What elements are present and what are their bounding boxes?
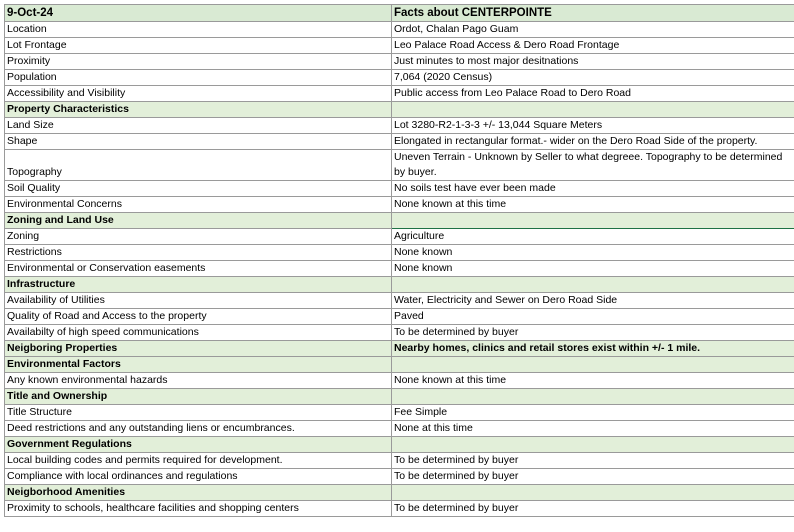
table-row bbox=[5, 421, 794, 437]
section-row bbox=[5, 389, 794, 405]
label-cell[interactable]: Environmental Concerns bbox=[5, 197, 392, 213]
table-row bbox=[5, 22, 794, 38]
value-cell[interactable]: To be determined by buyer bbox=[392, 469, 794, 485]
section-label-cell[interactable]: Government Regulations bbox=[5, 437, 392, 453]
label-cell[interactable]: Deed restrictions and any outstanding liens or encumbrances. bbox=[5, 421, 392, 437]
table-row bbox=[5, 325, 794, 341]
value-cell[interactable]: Agriculture bbox=[392, 229, 794, 245]
value-cell[interactable]: Lot 3280-R2-1-3-3 +/- 13,044 Square Meters bbox=[392, 118, 794, 134]
value-cell[interactable]: None at this time bbox=[392, 421, 794, 437]
value-cell[interactable]: None known at this time bbox=[392, 373, 794, 389]
value-cell[interactable] bbox=[392, 277, 794, 293]
label-cell[interactable]: Availability of Utilities bbox=[5, 293, 392, 309]
value-cell[interactable]: To be determined by buyer bbox=[392, 453, 794, 469]
value-cell[interactable] bbox=[392, 437, 794, 453]
value-cell[interactable]: Paved bbox=[392, 309, 794, 325]
value-cell[interactable]: Elongated in rectangular format.- wider on the Dero Road Side of the property. bbox=[392, 134, 794, 150]
label-cell[interactable]: Availabilty of high speed communications bbox=[5, 325, 392, 341]
label-cell[interactable]: Local building codes and permits required for development. bbox=[5, 453, 392, 469]
label-cell[interactable]: Quality of Road and Access to the property bbox=[5, 309, 392, 325]
value-cell[interactable]: Public access from Leo Palace Road to Dero Road bbox=[392, 86, 794, 102]
table-row bbox=[5, 54, 794, 70]
value-cell[interactable]: 7,064 (2020 Census) bbox=[392, 70, 794, 86]
label-cell[interactable]: Soil Quality bbox=[5, 181, 392, 197]
table-row bbox=[5, 38, 794, 54]
section-label-cell[interactable]: Neigboring Properties bbox=[5, 341, 392, 357]
value-cell[interactable]: Leo Palace Road Access & Dero Road Frontage bbox=[392, 38, 794, 54]
section-label-cell[interactable]: Infrastructure bbox=[5, 277, 392, 293]
section-label-cell[interactable]: Zoning and Land Use bbox=[5, 213, 392, 229]
section-row bbox=[5, 485, 794, 501]
section-row bbox=[5, 357, 794, 373]
header-row bbox=[5, 5, 794, 22]
section-label-cell[interactable]: Title and Ownership bbox=[5, 389, 392, 405]
value-cell[interactable]: Just minutes to most major desitnations bbox=[392, 54, 794, 70]
table-row bbox=[5, 309, 794, 325]
value-cell[interactable]: No soils test have ever been made bbox=[392, 181, 794, 197]
label-cell[interactable]: Title Structure bbox=[5, 405, 392, 421]
label-cell[interactable]: Population bbox=[5, 70, 392, 86]
section-row bbox=[5, 437, 794, 453]
label-cell[interactable]: Lot Frontage bbox=[5, 38, 392, 54]
label-cell[interactable]: Land Size bbox=[5, 118, 392, 134]
facts-table bbox=[4, 4, 794, 517]
label-cell[interactable]: Accessibility and Visibility bbox=[5, 86, 392, 102]
value-cell[interactable] bbox=[392, 485, 794, 501]
table-row bbox=[5, 469, 794, 485]
table-row bbox=[5, 261, 794, 277]
table-row bbox=[5, 86, 794, 102]
section-label-cell[interactable]: Neigborhood Amenities bbox=[5, 485, 392, 501]
table-row bbox=[5, 197, 794, 213]
value-cell[interactable]: Uneven Terrain - Unknown by Seller to what degreee. Topography to be determined by buyer. bbox=[392, 150, 794, 181]
section-label-cell[interactable]: Environmental Factors bbox=[5, 357, 392, 373]
value-cell[interactable]: Fee Simple bbox=[392, 405, 794, 421]
date-cell[interactable]: 9-Oct-24 bbox=[5, 5, 392, 22]
table-row bbox=[5, 70, 794, 86]
value-cell[interactable]: None known bbox=[392, 261, 794, 277]
value-cell[interactable]: None known bbox=[392, 245, 794, 261]
table-row bbox=[5, 181, 794, 197]
section-row bbox=[5, 102, 794, 118]
label-cell[interactable]: Location bbox=[5, 22, 392, 38]
spreadsheet bbox=[4, 4, 794, 517]
section-label-cell[interactable]: Property Characteristics bbox=[5, 102, 392, 118]
value-cell[interactable]: None known at this time bbox=[392, 197, 794, 213]
section-row bbox=[5, 277, 794, 293]
label-cell[interactable]: Restrictions bbox=[5, 245, 392, 261]
label-cell[interactable]: Shape bbox=[5, 134, 392, 150]
label-cell[interactable]: Topography bbox=[5, 150, 392, 181]
label-cell[interactable]: Environmental or Conservation easements bbox=[5, 261, 392, 277]
table-row bbox=[5, 118, 794, 134]
value-cell[interactable] bbox=[392, 213, 794, 229]
table-row bbox=[5, 229, 794, 245]
label-cell[interactable]: Proximity to schools, healthcare facilities and shopping centers bbox=[5, 501, 392, 517]
value-cell[interactable] bbox=[392, 102, 794, 118]
table-row bbox=[5, 150, 794, 181]
value-cell[interactable]: Ordot, Chalan Pago Guam bbox=[392, 22, 794, 38]
table-row bbox=[5, 373, 794, 389]
section-row bbox=[5, 341, 794, 357]
table-row bbox=[5, 501, 794, 517]
label-cell[interactable]: Zoning bbox=[5, 229, 392, 245]
value-cell[interactable]: To be determined by buyer bbox=[392, 501, 794, 517]
table-row bbox=[5, 453, 794, 469]
value-cell[interactable] bbox=[392, 389, 794, 405]
value-cell[interactable] bbox=[392, 357, 794, 373]
table-row bbox=[5, 405, 794, 421]
label-cell[interactable]: Compliance with local ordinances and regulations bbox=[5, 469, 392, 485]
label-cell[interactable]: Proximity bbox=[5, 54, 392, 70]
value-cell[interactable]: Water, Electricity and Sewer on Dero Road Side bbox=[392, 293, 794, 309]
table-row bbox=[5, 134, 794, 150]
section-row bbox=[5, 213, 794, 229]
value-cell[interactable]: To be determined by buyer bbox=[392, 325, 794, 341]
label-cell[interactable]: Any known environmental hazards bbox=[5, 373, 392, 389]
value-cell[interactable]: Nearby homes, clinics and retail stores exist within +/- 1 mile. bbox=[392, 341, 794, 357]
title-cell[interactable]: Facts about CENTERPOINTE bbox=[392, 5, 794, 22]
table-row bbox=[5, 245, 794, 261]
table-row bbox=[5, 293, 794, 309]
